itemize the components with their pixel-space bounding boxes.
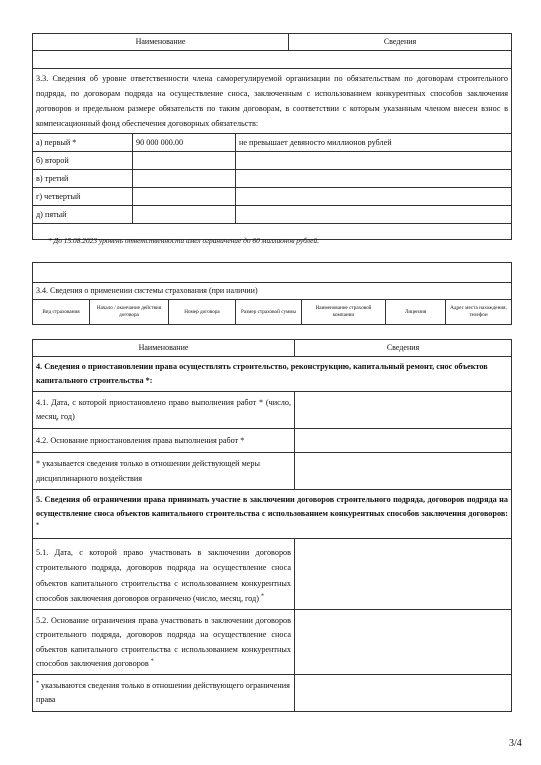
level-amount [133,206,236,224]
level-row [33,152,512,170]
insurance-col-header: Адрес места нахождения, телефон [446,300,512,325]
level-row [33,170,512,188]
level-label: д) пятый [33,206,133,224]
section-4-note: * указывается сведения только в отношении действующей меры дисциплинарного воздействия [33,453,295,490]
level-note [236,170,512,188]
level-row [33,134,512,152]
spacer-row [33,51,512,69]
insurance-col-header: Наименование страховой компании [302,300,386,325]
insurance-col-header: Лицензия [386,300,446,325]
level-note [236,206,512,224]
liability-level-table [32,33,512,240]
section-5-2-value [295,609,512,674]
section-5-note-value [295,675,512,712]
section-5-note: * указываются сведения только в отношении действующего ограничения права [33,675,295,712]
section-4-2-value [295,429,512,453]
insurance-col-header: Вид страхования [33,300,90,325]
section-4-1-value [295,392,512,429]
level-label: а) первый * [33,134,133,152]
level-amount: 90 000 000.00 [133,134,236,152]
level-label: в) третий [33,170,133,188]
section-3-3-text: 3.3. Сведения об уровне ответственности члена саморегулируемой организации по обязательствам по договорам строительного подряда, по договорам подряда на осуществление сноса, заключенным с использованием конкурентных способов заключения договоров и предельном размере обязательств по таким договорам, в соответствии с которым указанным членом внесен взнос в компенсационный фонд обеспечения договорных обязательств: [33,69,512,134]
suspension-table [32,339,512,712]
section-4-note-value [295,453,512,490]
level-row [33,206,512,224]
section-5-1-value [295,539,512,610]
column-header-info: Сведения [289,34,512,51]
column-header-name: Наименование [33,34,289,51]
section-4-2-label: 4.2. Основание приостановления права выполнения работ * [33,429,295,453]
column-header-info: Сведения [295,340,512,357]
insurance-col-header: Номер договора [169,300,236,325]
insurance-col-header: Начало / окончание действия договора [90,300,169,325]
level-note [236,188,512,206]
insurance-table [32,262,512,325]
insurance-col-header: Размер страховой суммы [236,300,302,325]
section-5-title: 5. Сведения об ограничении права принимать участие в заключении договоров строительного подряда, договоров подряда на осуществление сноса объектов капитального строительства с использованием конкурентных способов заключения договоров: * [33,490,512,539]
level-label: г) четвертый [33,188,133,206]
level-row [33,188,512,206]
section-3-4-title: 3.4. Сведения о применении системы страхования (при наличии) [33,283,512,300]
spacer-row [33,263,512,283]
column-header-name: Наименование [33,340,295,357]
level-amount [133,188,236,206]
level-amount [133,170,236,188]
level-label: б) второй [33,152,133,170]
section-5-1-label: 5.1. Дата, с которой право участвовать в заключении договоров строительного подряда, договоров подряда на осуществление сноса объектов капитального строительства с использованием конкурентных способов заключения договоров ограничено (число, месяц, год) * [33,539,295,610]
footnote-liability: * До 15.08.2023 уровень ответственности имел ограничение до 60 миллионов рублей. [48,236,319,245]
level-note [236,152,512,170]
section-4-1-label: 4.1. Дата, с которой приостановлено право выполнения работ * (число, месяц, год) [33,392,295,429]
section-4-title: 4. Сведения о приостановлении права осуществлять строительство, реконструкцию, капитальный ремонт, снос объектов капитального строительства *: [33,357,512,392]
section-5-2-label: 5.2. Основание ограничения права участвовать в заключении договоров строительного подряда, договоров подряда на осуществление сноса объектов капитального строительства с использованием конкурентных способов заключения договоров * [33,609,295,674]
level-note: не превышает девяносто миллионов рублей [236,134,512,152]
level-amount [133,152,236,170]
page-number: 3/4 [509,738,522,749]
